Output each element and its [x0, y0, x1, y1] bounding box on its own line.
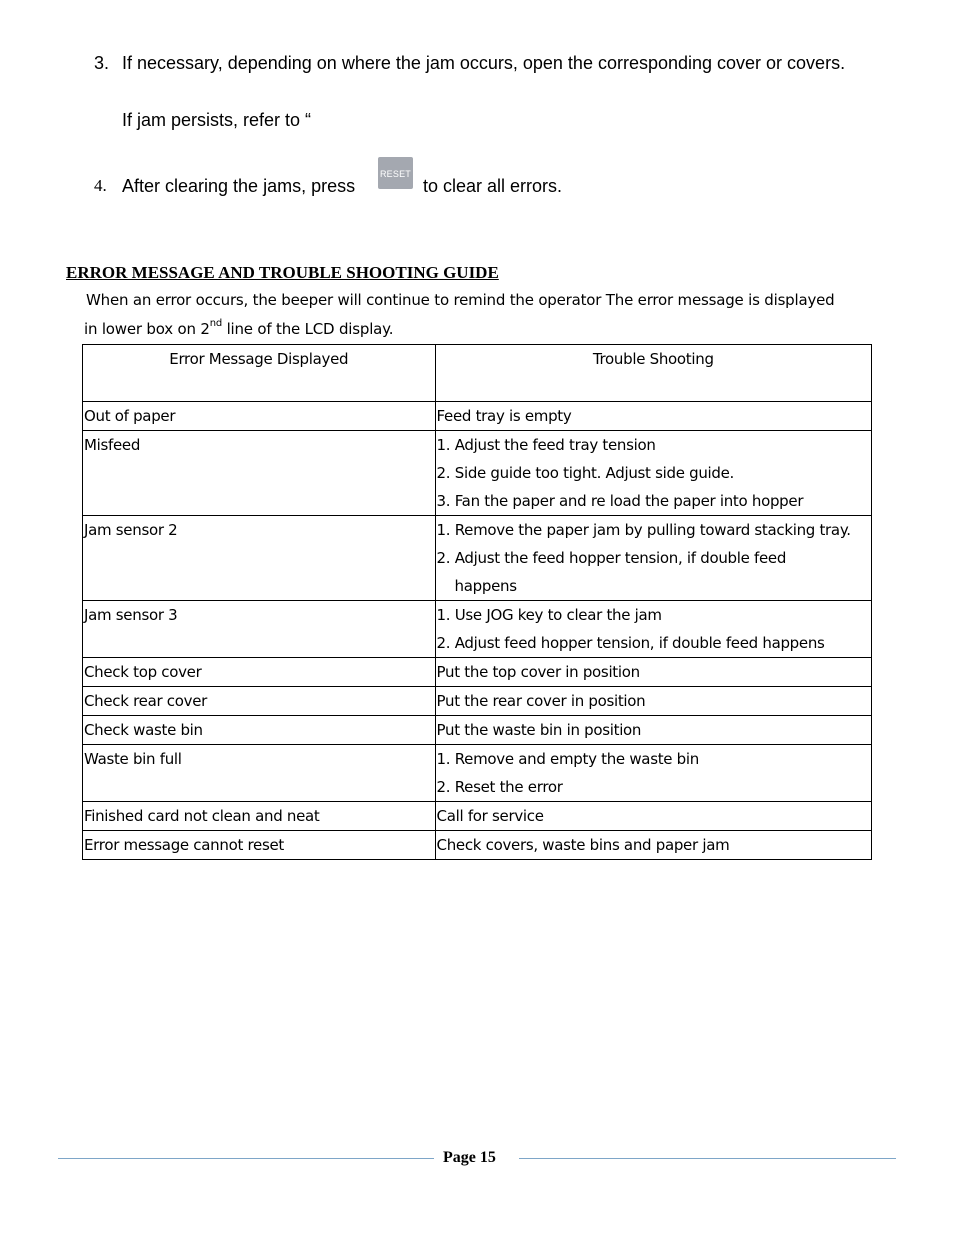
fix-step: 1. Adjust the feed tray tension	[436, 436, 656, 454]
trouble-shooting-cell	[435, 402, 871, 431]
table-row	[83, 802, 872, 831]
intro-superscript: nd	[209, 318, 222, 329]
error-message-cell: Out of paper	[83, 402, 436, 431]
intro-line-2-pre: in lower box on 2	[84, 320, 210, 338]
section-title: ERROR MESSAGE AND TROUBLE SHOOTING GUIDE	[66, 263, 499, 282]
fix-step: Call for service	[436, 807, 544, 825]
fix-step: 2. Adjust the feed hopper tension, if double feed	[436, 549, 787, 567]
fix-step: happens	[454, 577, 517, 595]
fix-step: Put the rear cover in position	[436, 692, 646, 710]
table-row	[83, 687, 872, 716]
trouble-shooting-cell	[435, 687, 871, 716]
error-message-cell: Waste bin full	[83, 745, 436, 802]
reset-button-icon: RESET	[378, 157, 413, 189]
error-message-cell: Error message cannot reset	[83, 831, 436, 860]
page-number: Page 15	[443, 1149, 496, 1166]
trouble-shooting-cell	[435, 716, 871, 745]
table-row	[83, 716, 872, 745]
trouble-shooting-cell	[435, 831, 871, 860]
error-message-cell: Jam sensor 3	[83, 601, 436, 658]
table-body	[83, 402, 872, 860]
trouble-shooting-cell	[435, 601, 871, 658]
jam-persists-text: If jam persists, refer to “	[122, 110, 312, 130]
error-message-cell: Check top cover	[83, 658, 436, 687]
table-header-row	[83, 345, 872, 402]
step-text: After clearing the jams, press	[122, 176, 356, 196]
intro-line-2-post: line of the LCD display.	[222, 320, 394, 338]
trouble-shooting-cell	[435, 516, 871, 601]
fix-step: 1. Remove the paper jam by pulling toward stacking tray.	[436, 521, 851, 539]
error-message-cell: Jam sensor 2	[83, 516, 436, 601]
fix-step: Put the waste bin in position	[436, 721, 642, 739]
table-row	[83, 402, 872, 431]
header-error-message: Error Message Displayed	[83, 345, 436, 402]
trouble-shooting-cell	[435, 658, 871, 687]
step-4-tail-text: to clear all errors.	[423, 176, 563, 196]
fix-step: 1. Remove and empty the waste bin	[436, 750, 699, 768]
fix-step: Feed tray is empty	[436, 407, 572, 425]
fix-step: 2. Adjust feed hopper tension, if double feed happens	[436, 634, 825, 652]
trouble-shooting-cell	[435, 431, 871, 516]
trouble-shooting-cell	[435, 802, 871, 831]
intro-line-1: When an error occurs, the beeper will continue to remind the operator The error message is displayed	[86, 291, 835, 309]
table-row	[83, 516, 872, 601]
trouble-shooting-table	[82, 344, 872, 860]
fix-step: 2. Side guide too tight. Adjust side guide.	[436, 464, 735, 482]
step-text: If necessary, depending on where the jam occurs, open the corresponding cover or covers.	[122, 53, 846, 73]
step-number: 3.	[94, 53, 110, 73]
table-row	[83, 831, 872, 860]
footer-rule-left	[58, 1158, 434, 1159]
error-message-cell: Misfeed	[83, 431, 436, 516]
fix-step: 3. Fan the paper and re load the paper into hopper	[436, 492, 804, 510]
trouble-shooting-cell	[435, 745, 871, 802]
intro-line-2	[84, 320, 393, 338]
fix-step: Put the top cover in position	[436, 663, 640, 681]
fix-step: 1. Use JOG key to clear the jam	[436, 606, 662, 624]
error-message-cell: Finished card not clean and neat	[83, 802, 436, 831]
table-row	[83, 601, 872, 658]
table-row	[83, 658, 872, 687]
header-trouble-shooting: Trouble Shooting	[435, 345, 871, 402]
step-number: 4.	[94, 176, 107, 195]
fix-step: Check covers, waste bins and paper jam	[436, 836, 730, 854]
table-row	[83, 745, 872, 802]
fix-step: 2. Reset the error	[436, 778, 563, 796]
error-message-cell: Check rear cover	[83, 687, 436, 716]
error-message-cell: Check waste bin	[83, 716, 436, 745]
footer-rule-right	[519, 1158, 896, 1159]
table-row	[83, 431, 872, 516]
